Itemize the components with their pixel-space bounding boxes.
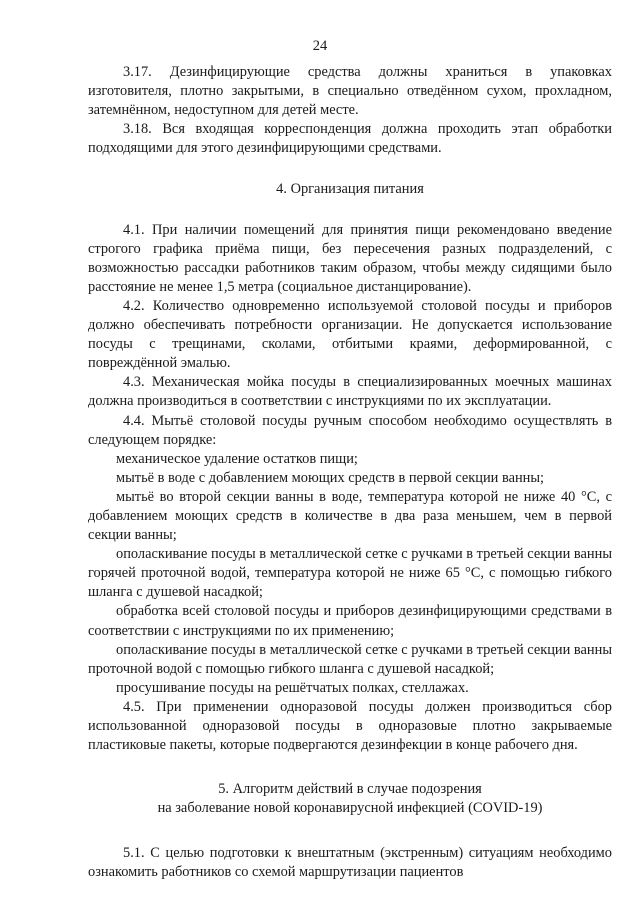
list-item: просушивание посуды на решётчатых полках, стеллажах.: [116, 679, 469, 696]
section-4-heading: 4. Организация питания: [276, 181, 424, 198]
section-5-heading-line-1: 5. Алгоритм действий в случае подозрения: [218, 781, 482, 798]
paragraph-4-5: 4.5. При применении одноразовой посуды должен производиться сбор использованной одноразовой посуды в одноразовые плотно закрываемые пластиковые пакеты, которые подвергаются дезинфекции в конце рабочего дня.: [88, 698, 612, 754]
list-item: ополаскивание посуды в металлической сетке с ручками в третьей секции ванны горячей проточной водой, температура которой не ниже 65 °С, с помощью гибкого шланга с душевой насадкой;: [88, 546, 612, 601]
list-item: мытьё во второй секции ванны в воде, температура которой не ниже 40 °С, с добавлением моющих средств в количестве в два раза меньшем, чем в первой секции ванны;: [88, 488, 612, 544]
document-body: [88, 63, 612, 883]
paragraph-4-3: 4.3. Механическая мойка посуды в специализированных моечных машинах должна производиться в соответствии с инструкциями по их эксплуатации.: [88, 374, 612, 410]
paragraph-4-4: 4.4. Мытьё столовой посуды ручным способом необходимо осуществлять в следующем порядке:: [88, 412, 612, 448]
paragraph-5-1: 5.1. С целью подготовки к внештатным (экстренным) ситуациям необходимо ознакомить работников со схемой маршрутизации пациентов: [88, 845, 612, 881]
paragraph-3-18: 3.18. Вся входящая корреспонденция должна проходить этап обработки подходящими для этого дезинфицирующими средствами.: [88, 121, 612, 157]
list-item: обработка всей столовой посуды и приборов дезинфицирующими средствами в соответствии с инструкциями по их применению;: [88, 603, 612, 639]
paragraph-3-17: 3.17. Дезинфицирующие средства должны храниться в упаковках изготовителя, плотно закрытыми, в специально отведённом сухом, прохладном, затемнённом, недоступном для детей месте.: [88, 64, 612, 119]
section-5-heading-line-2: на заболевание новой коронавирусной инфекцией (COVID-19): [157, 800, 543, 817]
list-item: мытьё в воде с добавлением моющих средств в первой секции ванны;: [116, 469, 545, 486]
page-number: 24: [312, 38, 328, 54]
paragraph-4-1: 4.1. При наличии помещений для принятия пищи рекомендовано введение строгого графика приёма пищи, без пересечения разных подразделений, с возможностью рассадки работников таким образом, чтобы между сидящими было расстояние не менее 1,5 метра (социальное дистанцирование).: [88, 221, 612, 295]
paragraph-4-2: 4.2. Количество одновременно используемой столовой посуды и приборов должно обеспечивать потребности организации. Не допускается использование посуды с трещинами, сколами, отбитыми краями, деформированной, с повреждённой эмалью.: [88, 297, 612, 372]
list-item: ополаскивание посуды в металлической сетке с ручками в третьей секции ванны проточной водой с помощью гибкого шланга с душевой насадкой;: [88, 641, 612, 677]
list-item: механическое удаление остатков пищи;: [116, 450, 358, 467]
